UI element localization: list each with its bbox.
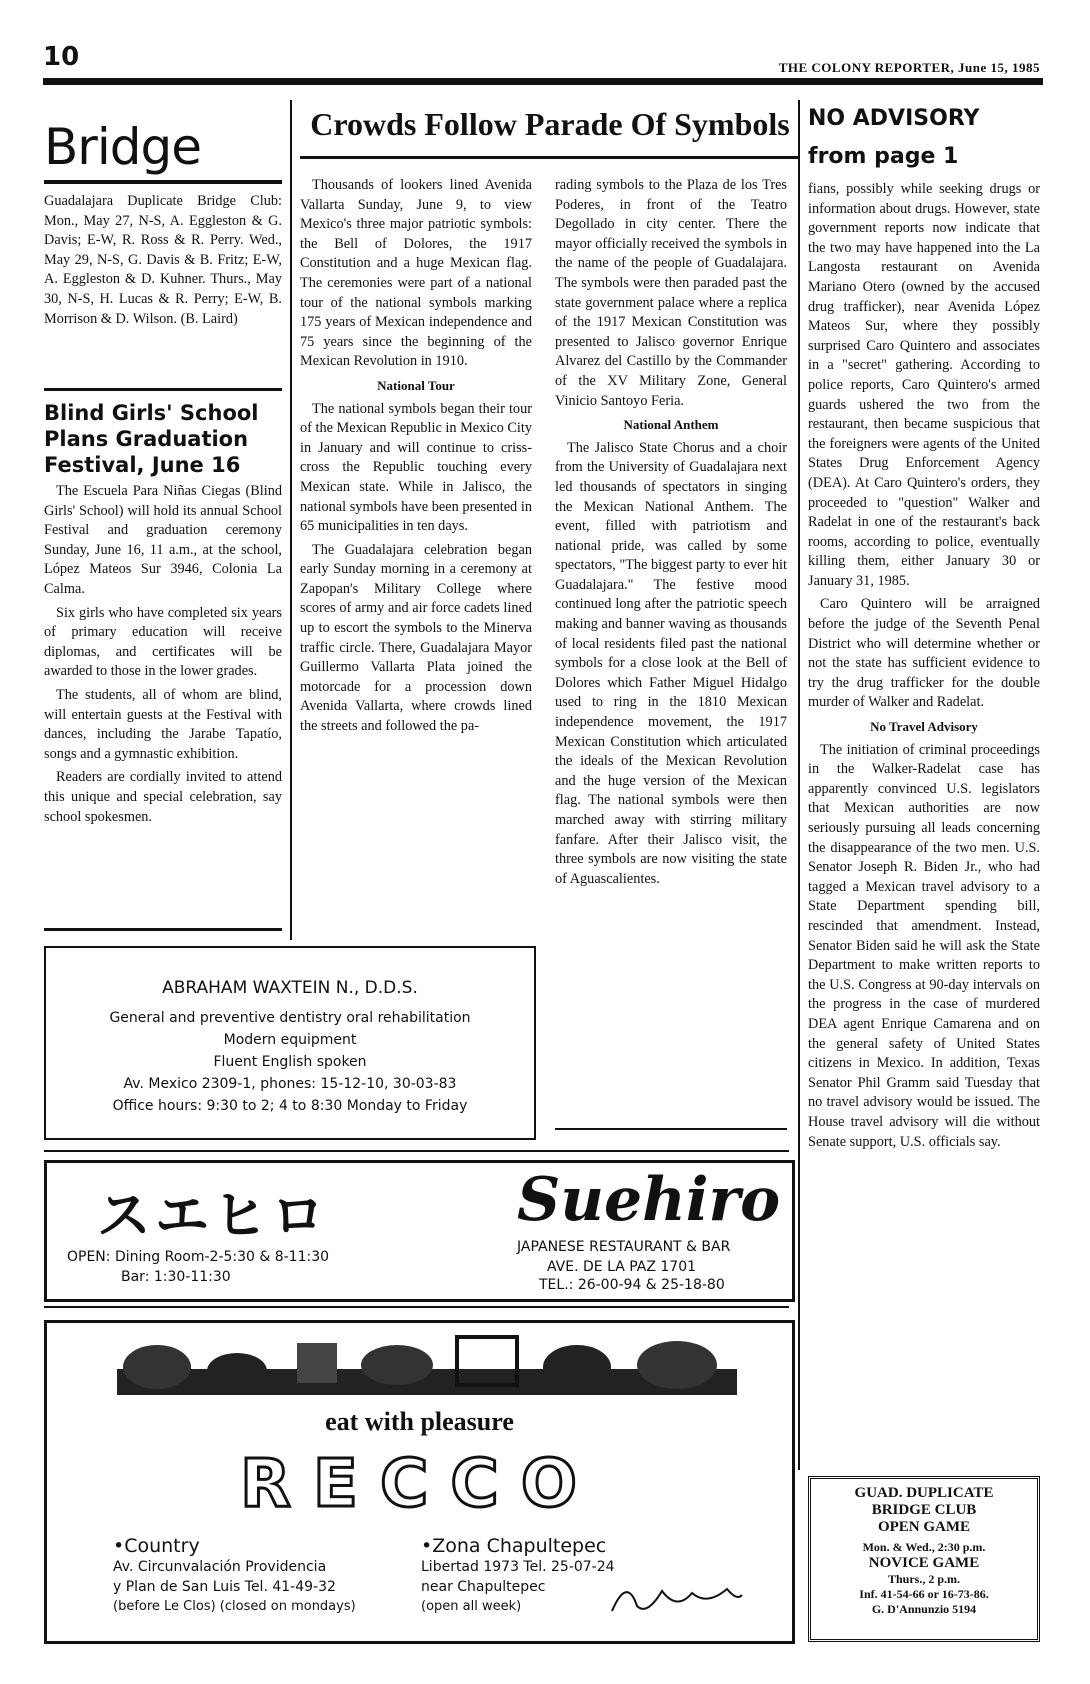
article-paragraph: The Jalisco State Chorus and a choir from the University of Guadalajara next led thousands of spectators in singing the Mexican National Anthem. The event, filled with patriotism and national pride, was called by some spectators, "The biggest party to ever hit Guadalajara." The festive mood continued long after the patriotic speech making and banner waving as thousands of local residents filed past the national symbols for a close look at the Bell of Dolores which Father Miguel Hidalgo used to ring in the 1810 Mexican independence movement, the 1917 Mexican Constitution which articulated the ideals of the Mexican Revolution and the huge version of the Mexican flag. The national symbols were then marched away with stirring military fanfare. After their Jalisco visit, the three symbols are now visiting the state of Aguascalientes. xyxy=(555,439,787,887)
dentist-name: ABRAHAM WAXTEIN N., D.D.S. xyxy=(162,978,418,998)
article-paragraph: The initiation of criminal proceedings in the Walker-Radelat case has apparently convinced U.S. legislators that Mexican authorities are now seriously pursuing all leads concerning the disappearance of the two men. U.S. Senator Joseph R. Biden Jr., who had tagged a Mexican travel advisory to a State Department spending bill, rescinded that amendment. Instead, Senator Biden said he will ask the State Department to make written reports to the U.S. Congress at 90-day intervals on the progress in the case of murdered DEA agent Enrique Camarena and on the general safety of United States citizens in Mexico. In addition, Texas Senator Phil Gramm said Tuesday that no travel advisory would be issued. The House travel advisory will die without Senate support, U.S. officials say. xyxy=(808,741,1040,1150)
box-line: G. D'Annunzio 5194 xyxy=(871,1602,977,1616)
continued-label: from page 1 xyxy=(808,144,959,169)
article-paragraph: fians, possibly while seeking drugs or information about drugs. However, state government reports now indicate that the two may have happened into the La Langosta restaurant on Avenida Mariano Otero (owned by the accused drug trafficker), near Avenida López Mateos Sur, where they possibly surprised Caro Quintero and associates in a "secret" gathering. According to police reports, Caro Quintero's armed guards ushered the two from the restaurant, then became suspicious that the foreigners were agents of the United States Drug Enforcement Agency (DEA). At Caro Quintero's orders, they proceeded to "question" Walker and Radelat in one of the restaurant's back rooms, according to police, eventually killing them, either January 30 or January 31, 1985. xyxy=(808,181,1040,589)
parade-headline: Crowds Follow Parade Of Symbols xyxy=(310,106,790,142)
divider xyxy=(555,1128,787,1130)
ad-line: y Plan de San Luis Tel. 41-49-32 xyxy=(113,1579,336,1595)
article-paragraph: Caro Quintero will be arraigned before the judge of the Seventh Penal District who will determine whether or not the state has sufficient evidence to try the drug trafficker for the double murder of Walker and Radelat. xyxy=(808,596,1040,711)
blind-school-headline: Blind Girls' School Plans Graduation Festival, June 16 xyxy=(44,401,259,477)
ad-line: JAPANESE RESTAURANT & BAR xyxy=(517,1239,731,1255)
parade-column-1 xyxy=(300,176,532,741)
column-rule xyxy=(290,100,292,940)
box-line: NOVICE GAME xyxy=(868,1555,980,1571)
ad-line: (open all week) xyxy=(421,1599,522,1614)
parade-column-2 xyxy=(555,176,787,893)
blind-school-article xyxy=(44,482,282,831)
box-line: Mon. & Wed., 2:30 p.m. xyxy=(862,1540,986,1554)
article-paragraph: Six girls who have completed six years of primary education will receive diplomas, and certificates will be awarded to those in the lower grades. xyxy=(44,604,282,680)
advisory-headline: NO ADVISORY xyxy=(808,106,980,131)
box-line: GUAD. DUPLICATE xyxy=(854,1485,994,1501)
article-paragraph: Thousands of lookers lined Avenida Vallarta Sunday, June 9, to view Mexico's three major patriotic symbols: the Bell of Dolores, the 1917 Constitution and a huge Mexican flag. The ceremonies were part of a national tour of the national symbols marking 175 years of Mexican independence and 75 years since the beginning of the Mexican Revolution in 1910. xyxy=(300,177,532,370)
subheading: No Travel Advisory xyxy=(870,719,978,735)
advisory-article xyxy=(808,180,1040,1156)
page-number: 10 xyxy=(43,42,80,72)
divider xyxy=(300,156,800,159)
ad-line: AVE. DE LA PAZ 1701 xyxy=(547,1259,697,1275)
suehiro-ad xyxy=(44,1160,795,1302)
waxtein-ad xyxy=(44,946,536,1140)
bridge-paragraph: Guadalajara Duplicate Bridge Club: Mon., May 27, N-S, A. Eggleston & G. Davis; E-W, R. Ross & R. Perry. Wed., May 29, N-S, G. Davis & B. Fritz; E-W, A. Eggleston & D. Kuhner. Thurs., May 30, N-S, H. Lucas & R. Perry; E-W, B. Morrison & D. Wilson. (B. Laird) xyxy=(44,193,282,327)
divider xyxy=(44,928,282,931)
suehiro-logo: Suehiro xyxy=(517,1165,781,1235)
ad-line: OPEN: Dining Room-2-5:30 & 8-11:30 xyxy=(67,1249,330,1265)
box-line: OPEN GAME xyxy=(877,1519,971,1535)
masthead: THE COLONY REPORTER, June 15, 1985 xyxy=(778,60,1040,75)
article-paragraph: The Escuela Para Niñas Ciegas (Blind Girls' School) will hold its annual School Festival and graduation ceremony Sunday, June 16, 11 a.m., at the school, López Mateos Sur 3946, Colonia La Calma. xyxy=(44,483,282,597)
divider xyxy=(44,1306,789,1308)
recco-location-title: •Zona Chapultepec xyxy=(421,1535,607,1557)
ad-line: Bar: 1:30-11:30 xyxy=(121,1269,231,1285)
ad-line: Libertad 1973 Tel. 25-07-24 xyxy=(421,1559,615,1575)
divider xyxy=(44,388,282,391)
signature-icon xyxy=(607,1571,747,1621)
ad-line: Av. Circunvalación Providencia xyxy=(113,1559,327,1575)
box-line: BRIDGE CLUB xyxy=(871,1502,977,1518)
ad-line: General and preventive dentistry oral rehabilitation xyxy=(109,1010,471,1026)
column-rule xyxy=(798,100,800,1470)
ad-line: Office hours: 9:30 to 2; 4 to 8:30 Monday to Friday xyxy=(112,1098,468,1114)
ad-line: (before Le Clos) (closed on mondays) xyxy=(113,1599,356,1614)
recco-logo: RECCO xyxy=(240,1445,599,1522)
box-line: Inf. 41-54-66 or 16-73-86. xyxy=(859,1587,989,1601)
recco-ad xyxy=(44,1320,795,1644)
food-illustration-icon xyxy=(117,1329,737,1399)
header-rule xyxy=(43,78,1043,85)
bridge-club-box xyxy=(808,1476,1040,1642)
ad-line: TEL.: 26-00-94 & 25-18-80 xyxy=(539,1277,725,1293)
divider xyxy=(44,180,282,184)
article-paragraph: Readers are cordially invited to attend this unique and special celebration, say school spokesmen. xyxy=(44,769,282,825)
recco-tagline: eat with pleasure xyxy=(325,1407,514,1436)
subheading: National Tour xyxy=(377,377,455,393)
box-line: Thurs., 2 p.m. xyxy=(887,1572,961,1586)
ad-line: near Chapultepec xyxy=(421,1579,546,1595)
article-paragraph: rading symbols to the Plaza de los Tres Poderes, in front of the Teatro Degollado in city center. There the mayor officially received the symbols in the name of the people of Guadalajara. The symbols were then paraded past the state government palace where a replica of the 1917 Mexican Constitution was presented to Jalisco governor Enrique Alvarez del Castillo by the Commander of the XV Military Zone, General Vinicio Santoyo Feria. xyxy=(555,177,787,409)
suehiro-katakana-logo: スエヒロ xyxy=(97,1184,329,1247)
article-paragraph: The students, all of whom are blind, will entertain guests at the Festival with dances, including the Jarabe Tapatío, songs and a gymnastic exhibition. xyxy=(44,686,282,762)
bridge-text xyxy=(44,192,282,333)
ad-line: Modern equipment xyxy=(223,1032,357,1048)
recco-location-title: •Country xyxy=(113,1535,200,1557)
bridge-title: Bridge xyxy=(44,118,201,176)
ad-line: Fluent English spoken xyxy=(213,1054,367,1070)
article-paragraph: The national symbols began their tour of the Mexican Republic in Mexico City in January and will continue to criss-cross the Republic touching every Mexican state. While in Jalisco, the national symbols have been presented in 65 municipalities in ten days. xyxy=(300,400,532,535)
ad-line: Av. Mexico 2309-1, phones: 15-12-10, 30-03-83 xyxy=(123,1076,457,1092)
article-paragraph: The Guadalajara celebration began early Sunday morning in a ceremony at Zapopan's Military College where scores of army and air force cadets lined up to escort the symbols to the Minerva traffic circle. There, Guadalajara Mayor Guillermo Vallarta Plata joined the motorcade for a procession down Avenida Vallarta, where crowds lined the streets and followed the pa- xyxy=(300,541,532,735)
divider xyxy=(44,1150,789,1152)
subheading: National Anthem xyxy=(623,417,719,433)
